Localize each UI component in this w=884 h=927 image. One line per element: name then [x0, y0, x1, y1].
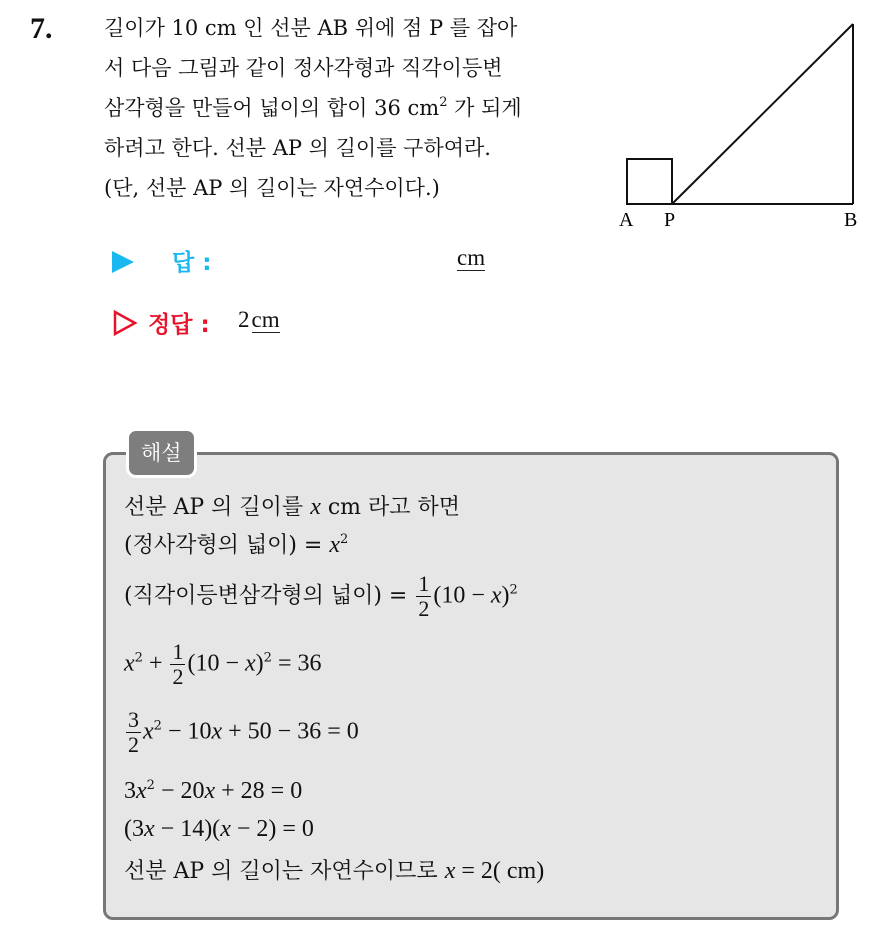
question-line-1: 길이가 10 cm 인 선분 AB 위에 점 P 를 잡아	[104, 16, 518, 40]
sol-l6-sup: 2	[146, 778, 155, 793]
square-triangle-figure	[614, 14, 864, 232]
sol-l4-b: )	[255, 650, 264, 677]
solution-line-6	[124, 778, 302, 805]
sol-l3-num: 1	[418, 571, 430, 596]
correct-unit: cm	[251, 307, 280, 332]
sol-l2-text: (정사각형의 넓이) =	[124, 533, 330, 558]
sol-l3-text: (직각이등변삼각형의 넓이) =	[124, 583, 415, 609]
sol-l4-fraction	[170, 640, 185, 689]
question-line-2: 서 다음 그림과 같이 정사각형과 직각이등변	[104, 56, 503, 80]
sol-l4-var2: x	[245, 650, 256, 677]
sol-l5-fraction	[126, 708, 141, 757]
sol-l7-c: − 2) = 0	[230, 816, 314, 842]
question-line-5: (단, 선분 AP 의 길이는 자연수이다.)	[104, 176, 440, 200]
question-line-3-sup: 2	[439, 95, 448, 110]
correct-answer-label: 정답 :	[148, 312, 210, 338]
sol-l7-a: (3	[124, 816, 144, 842]
question-line-3	[104, 88, 616, 128]
sol-l5-sup: 2	[153, 718, 162, 734]
sol-l6-c: + 28 = 0	[215, 778, 303, 804]
sol-l5-var2: x	[211, 718, 223, 745]
sol-l6-var2: x	[204, 778, 216, 804]
sol-l3-sup: 2	[509, 582, 518, 598]
sol-l1-var: x	[310, 494, 321, 520]
label-b: B	[844, 209, 858, 231]
sol-l6-a: 3	[124, 778, 136, 804]
sol-l8-var: x	[444, 858, 456, 884]
sol-l5-num: 3	[128, 707, 139, 732]
sol-l5-mid: − 10	[161, 718, 212, 745]
answer-row	[112, 242, 532, 282]
sol-l6-var: x	[136, 778, 147, 804]
sol-l1-pre: 선분 AP 의 길이를	[124, 495, 311, 520]
sol-l4-sup2: 2	[263, 650, 272, 666]
solution-line-5	[124, 708, 359, 757]
sol-l3-var: x	[490, 582, 502, 609]
sol-l4-den: 2	[172, 664, 184, 689]
sol-l1-post: cm 라고 하면	[320, 495, 461, 520]
sol-l4-rest: = 36	[271, 650, 322, 677]
sol-l4-plus: +	[142, 650, 169, 677]
sol-l2-var: x	[329, 532, 340, 558]
sol-l6-b: − 20	[154, 778, 205, 804]
sol-l5-var: x	[143, 718, 154, 745]
solution-line-8	[124, 854, 544, 885]
play-icon	[112, 251, 134, 273]
solution-line-2	[124, 528, 348, 559]
sol-l2-sup: 2	[340, 532, 349, 547]
sol-l4-var: x	[124, 650, 135, 677]
sol-l4-num: 1	[172, 639, 184, 664]
question-line-4: 하려고 한다. 선분 AP 의 길이를 구하여라.	[104, 136, 491, 160]
correct-number: 2	[238, 307, 250, 332]
sol-l3-den: 2	[418, 596, 430, 621]
label-a: A	[619, 209, 634, 231]
solution-line-4	[124, 640, 322, 689]
solution-line-7	[124, 816, 314, 843]
outline-triangle-icon	[112, 310, 138, 336]
sol-l5-rest: + 50 − 36 = 0	[222, 718, 359, 745]
sol-l3-fraction	[416, 572, 431, 621]
question-number: 7.	[30, 12, 53, 45]
label-p: P	[664, 209, 676, 231]
solution-line-1	[124, 490, 460, 521]
sol-l7-var: x	[144, 816, 155, 842]
answer-label: 답 :	[172, 250, 212, 276]
sol-l4-a: (10 −	[187, 650, 246, 677]
question-line-3-main: 삼각형을 만들어 넓이의 합이 36 cm	[104, 96, 440, 120]
sol-l4-sup: 2	[134, 650, 143, 666]
sol-l3-a: (10 −	[433, 582, 491, 609]
correct-answer-value	[238, 308, 280, 332]
correct-answer-row	[112, 304, 532, 344]
sol-l7-b: − 14)(	[154, 816, 221, 842]
sol-l7-var2: x	[220, 816, 231, 842]
square-shape	[627, 159, 672, 204]
solution-tag: 해설	[126, 428, 197, 478]
sol-l8-post: = 2( cm)	[455, 858, 545, 884]
answer-unit: cm	[457, 245, 486, 270]
sol-l8-pre: 선분 AP 의 길이는 자연수이므로	[124, 859, 445, 884]
solution-line-3	[124, 572, 518, 621]
sol-l5-den: 2	[128, 732, 139, 757]
question-line-3-tail: 가 되게	[447, 96, 522, 120]
question-text	[104, 8, 616, 208]
sol-l3-b: )	[501, 582, 510, 609]
triangle-hypotenuse	[672, 24, 853, 204]
